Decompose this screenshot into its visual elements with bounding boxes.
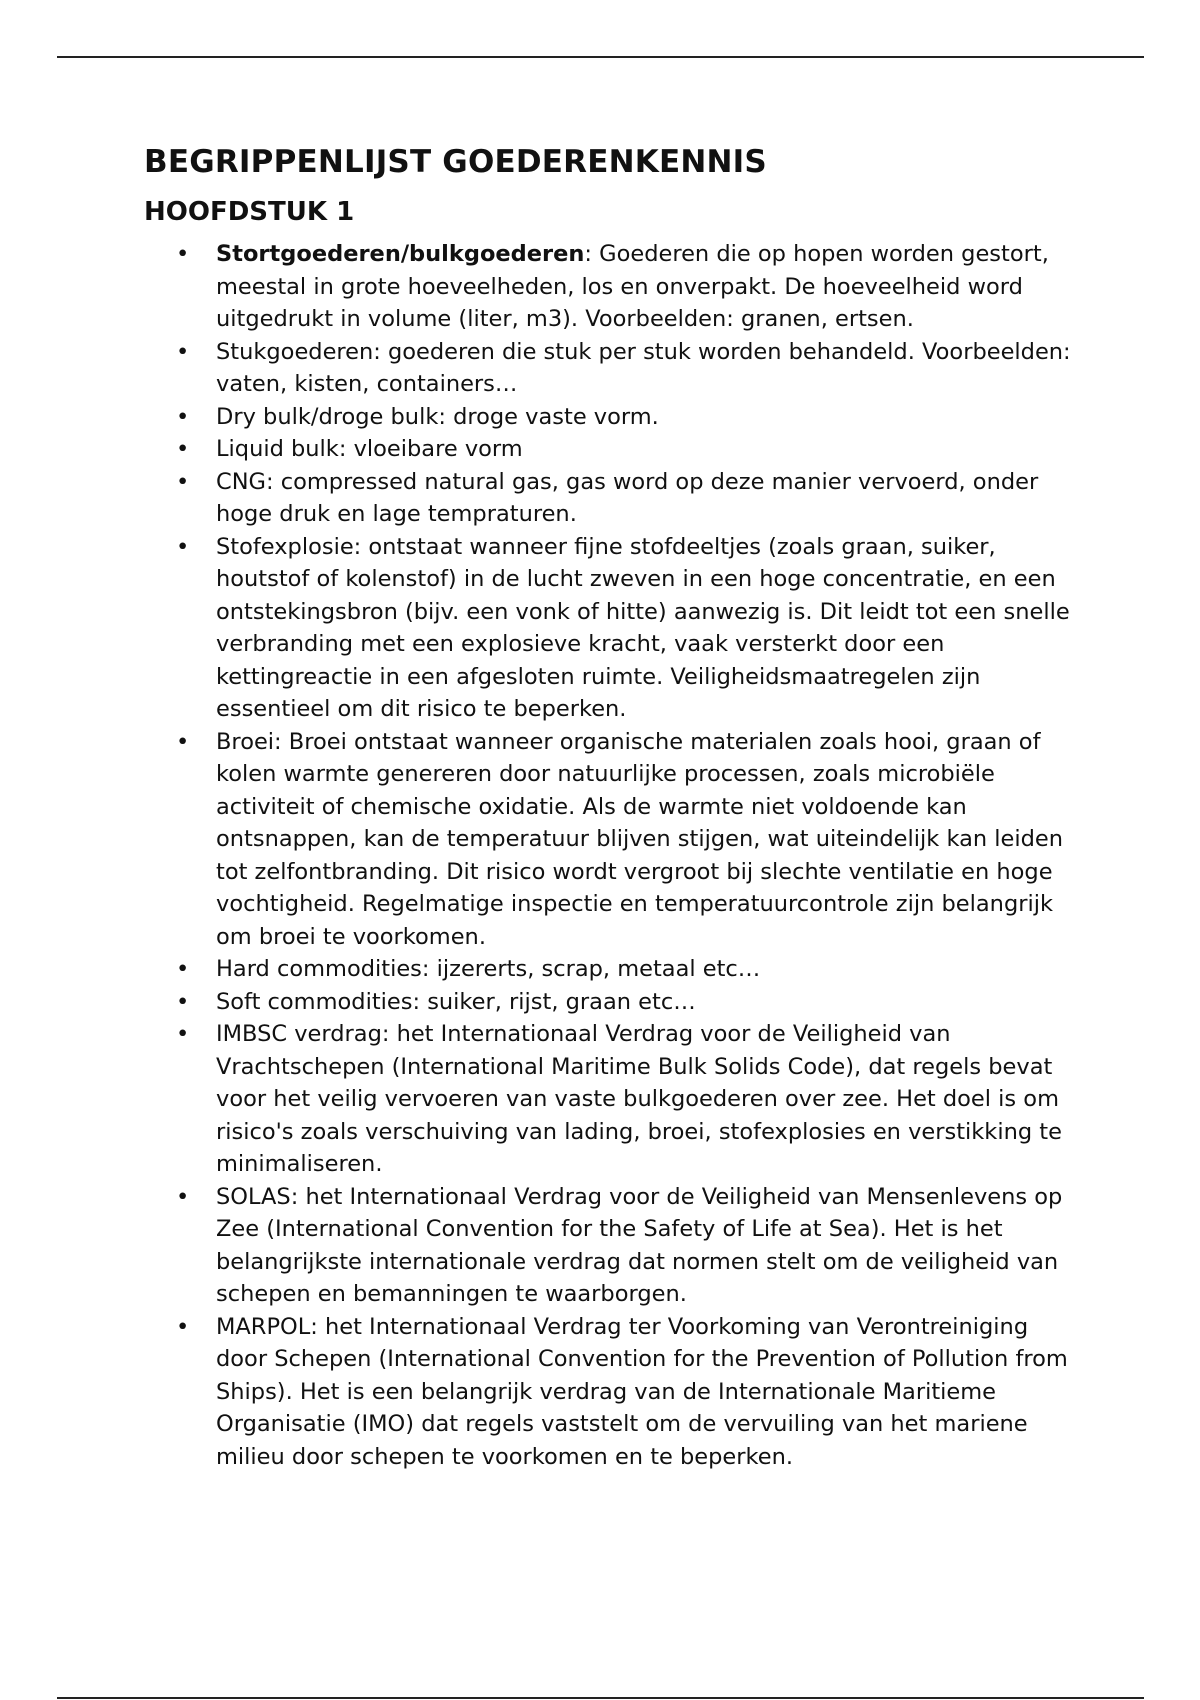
header-rule: [57, 56, 1144, 58]
list-item: [144, 238, 1074, 336]
term-definition: Dry bulk/droge bulk: droge vaste vorm.: [216, 403, 659, 430]
term-definition: CNG: compressed natural gas, gas word op deze manier vervoerd, onder hoge druk en lage tempraturen.: [216, 468, 1039, 527]
bullet-icon: •: [176, 956, 190, 982]
document-title: BEGRIPPENLIJST GOEDERENKENNIS: [144, 144, 767, 180]
term-definition: IMBSC verdrag: het Internationaal Verdrag voor de Veiligheid van Vrachtschepen (International Maritime Bulk Solids Code), dat regels bevat voor het veilig vervoeren van vaste bulkgoederen over zee. Het doel is om risico's zoals verschuiving van lading, broei, stofexplosies en verstikking te minimaliseren.: [216, 1021, 1062, 1177]
list-item: [144, 1311, 1074, 1474]
document-body: [144, 138, 1074, 1473]
bullet-icon: •: [176, 1313, 190, 1340]
list-item: [144, 531, 1074, 726]
term-definition: SOLAS: het Internationaal Verdrag voor de Veiligheid van Mensenlevens op Zee (International Convention for the Safety of Life at Sea). Het is het belangrijkste internationale verdrag dat normen stelt om de veiligheid van schepen en bemanningen te waarborgen.: [216, 1183, 1063, 1307]
term-definition: Hard commodities: ijzererts, scrap, metaal etc…: [216, 956, 761, 982]
bullet-icon: •: [176, 436, 190, 462]
list-item: [144, 433, 1074, 466]
bullet-icon: •: [176, 468, 190, 495]
term-label: Stortgoederen/bulkgoederen: [216, 241, 585, 267]
term-definition: : Goederen die op hopen worden gestort, meestal in grote hoeveelheden, los en onverpakt. De hoeveelheid word uitgedrukt in volume (liter, m3). Voorbeelden: granen, ertsen.: [216, 241, 1049, 332]
list-item: [144, 986, 1074, 1019]
bullet-icon: •: [176, 241, 190, 267]
bullet-icon: •: [176, 988, 190, 1015]
list-item: [144, 401, 1074, 434]
bullet-icon: •: [176, 403, 190, 430]
chapter-heading: HOOFDSTUK 1: [144, 197, 355, 227]
list-item: [144, 726, 1074, 954]
bullet-icon: •: [176, 338, 190, 365]
term-definition: Broei: Broei ontstaat wanneer organische materialen zoals hooi, graan of kolen warmte genereren door natuurlijke processen, zoals microbiële activiteit of chemische oxidatie. Als de warmte niet voldoende kan ontsnappen, kan de temperatuur blijven stijgen, wat uiteindelijk kan leiden tot zelfontbranding. Dit risico wordt vergroot bij slechte ventilatie en hoge vochtigheid. Regelmatige inspectie en temperatuurcontrole zijn belangrijk om broei te voorkomen.: [216, 728, 1064, 950]
footer-rule: [57, 1697, 1144, 1699]
list-item: [144, 953, 1074, 986]
bullet-icon: •: [176, 533, 190, 560]
bullet-icon: •: [176, 1021, 190, 1047]
term-definition: Liquid bulk: vloeibare vorm: [216, 436, 523, 462]
term-definition: Stofexplosie: ontstaat wanneer fijne stofdeeltjes (zoals graan, suiker, houtstof of kolenstof) in de lucht zweven in een hoge concentratie, en een ontstekingsbron (bijv. een vonk of hitte) aanwezig is. Dit leidt tot een snelle verbranding met een explosieve kracht, vaak versterkt door een kettingreactie in een afgesloten ruimte. Veiligheidsmaatregelen zijn essentieel om dit risico te beperken.: [216, 533, 1070, 722]
list-item: [144, 336, 1074, 401]
bullet-icon: •: [176, 1183, 190, 1210]
list-item: [144, 1181, 1074, 1311]
term-list: [144, 238, 1074, 1473]
term-definition: MARPOL: het Internationaal Verdrag ter Voorkoming van Verontreiniging door Schepen (International Convention for the Prevention of Pollution from Ships). Het is een belangrijk verdrag van de Internationale Maritieme Organisatie (IMO) dat regels vaststelt om de vervuiling van het mariene milieu door schepen te voorkomen en te beperken.: [216, 1313, 1068, 1470]
term-definition: Soft commodities: suiker, rijst, graan etc…: [216, 988, 696, 1015]
list-item: [144, 466, 1074, 531]
term-definition: Stukgoederen: goederen die stuk per stuk worden behandeld. Voorbeelden: vaten, kisten, containers…: [216, 338, 1071, 397]
list-item: [144, 1018, 1074, 1181]
bullet-icon: •: [176, 728, 190, 755]
